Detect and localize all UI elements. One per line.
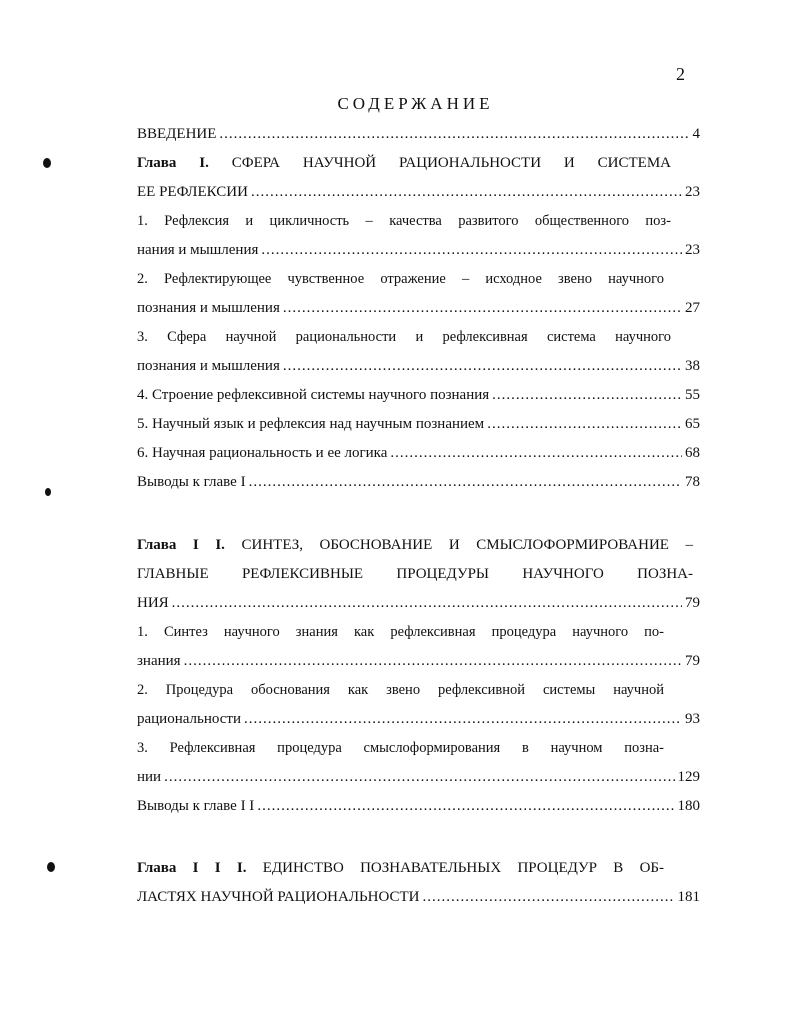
scan-mark (47, 862, 55, 872)
chapter-title: ЕДИНСТВО ПОЗНАВАТЕЛЬНЫХ ПРОЦЕДУР В ОБ- (262, 860, 665, 876)
toc-entry-page: 93 (685, 711, 700, 727)
toc-entry-text: рациональности (137, 711, 241, 727)
toc-entry (137, 181, 700, 203)
toc-entry-page: 79 (685, 653, 700, 669)
toc-entry (137, 621, 664, 643)
toc-entry-page: 23 (685, 184, 700, 200)
toc-chapter-heading (137, 534, 693, 556)
toc-entry-text: 5. Научный язык и рефлексия над научным познанием (137, 416, 485, 432)
dot-leader (257, 795, 674, 817)
toc-entry-text: 2. Процедура обоснования как звено рефлексивной системы научной (137, 682, 664, 698)
scan-mark (45, 488, 51, 496)
toc-entry-page: 79 (685, 595, 700, 611)
chapter-title: СФЕРА НАУЧНОЙ РАЦИОНАЛЬНОСТИ И СИСТЕМА (231, 155, 671, 171)
toc-entry-text: нии (137, 769, 162, 785)
toc-entry-text: познания и мышления (137, 300, 280, 316)
toc-title: СОДЕРЖАНИЕ (337, 94, 494, 113)
toc-entry (137, 737, 664, 759)
dot-leader (261, 239, 682, 261)
chapter-number: Глава I. (137, 155, 209, 171)
toc-entry-page: 38 (685, 358, 700, 374)
toc-entry-text: 2. Рефлектирующее чувственное отражение – исходное звено научного (137, 271, 664, 287)
toc-entry-text: познания и мышления (137, 358, 280, 374)
toc-entry-introduction (137, 123, 700, 145)
chapter-number: Глава I I I. (137, 860, 247, 876)
toc-entry-text: знания (137, 653, 181, 669)
toc-entry (137, 592, 700, 614)
toc-entry-text: 4. Строение рефлексивной системы научного познания (137, 387, 490, 403)
dot-leader (172, 592, 682, 614)
dot-leader (184, 650, 682, 672)
toc-entry (137, 650, 700, 672)
toc-entry (137, 268, 664, 290)
toc-entry-page: 180 (677, 798, 700, 814)
toc-entry-text: ЛАСТЯХ НАУЧНОЙ РАЦИОНАЛЬНОСТИ (137, 889, 420, 905)
toc-entry-text: нания и мышления (137, 242, 259, 258)
toc-entry (137, 886, 700, 908)
dot-leader (244, 708, 682, 730)
dot-leader (283, 355, 682, 377)
toc-entry (137, 442, 700, 464)
toc-chapter-heading (137, 152, 671, 174)
dot-leader (219, 123, 689, 145)
dot-leader (492, 384, 682, 406)
toc-entry-page: 4 (692, 126, 700, 142)
dot-leader (249, 471, 682, 493)
toc-entry (137, 326, 671, 348)
toc-entry (137, 384, 700, 406)
page-number: 2 (676, 64, 685, 84)
toc-entry (137, 563, 693, 585)
toc-entry (137, 413, 700, 435)
toc-entry-text: 3. Рефлексивная процедура смыслоформирования в научном позна- (137, 740, 664, 756)
toc-entry-text: НИЯ (137, 595, 169, 611)
toc-entry (137, 297, 700, 319)
dot-leader (487, 413, 682, 435)
toc-entry-page: 55 (685, 387, 700, 403)
toc-entry-text: Выводы к главе I (137, 474, 246, 490)
toc-entry (137, 795, 700, 817)
toc-entry-text: 6. Научная рациональность и ее логика (137, 445, 388, 461)
toc-entry-page: 65 (685, 416, 700, 432)
toc-entry (137, 355, 700, 377)
toc-entry-page: 68 (685, 445, 700, 461)
toc-entry-text: ВВЕДЕНИЕ (137, 126, 217, 142)
chapter-number: Глава I I. (137, 537, 225, 553)
toc-entry-text: 3. Сфера научной рациональности и рефлексивная система научного (137, 329, 671, 345)
toc-entry-text: ЕЕ РЕФЛЕКСИИ (137, 184, 248, 200)
toc-entry (137, 210, 671, 232)
toc-entry-text (137, 152, 671, 174)
chapter-title: СИНТЕЗ, ОБОСНОВАНИЕ И СМЫСЛОФОРМИРОВАНИЕ – (241, 537, 694, 553)
toc-entry-page: 27 (685, 300, 700, 316)
toc-entry (137, 239, 700, 261)
toc-entry-text: Выводы к главе I I (137, 798, 255, 814)
toc-entry-page: 23 (685, 242, 700, 258)
dot-leader (283, 297, 682, 319)
toc-entry (137, 708, 700, 730)
dot-leader (164, 766, 674, 788)
toc-entry (137, 766, 700, 788)
toc-entry-page: 181 (677, 889, 700, 905)
toc-entry-page: 78 (685, 474, 700, 490)
toc-entry-text: 1. Синтез научного знания как рефлексивная процедура научного по- (137, 624, 664, 640)
toc-entry-page: 129 (677, 769, 700, 785)
toc-entry (137, 679, 664, 701)
toc-entry-text (137, 857, 664, 879)
toc-entry-text: ГЛАВНЫЕ РЕФЛЕКСИВНЫЕ ПРОЦЕДУРЫ НАУЧНОГО ПОЗНА- (137, 566, 693, 582)
dot-leader (390, 442, 682, 464)
toc-entry-text: 1. Рефлексия и цикличность – качества развитого общественного поз- (137, 213, 671, 229)
toc-entry (137, 471, 700, 493)
toc-entry-text (137, 534, 693, 556)
scan-mark (43, 158, 51, 168)
dot-leader (422, 886, 674, 908)
toc-chapter-heading (137, 857, 664, 879)
dot-leader (251, 181, 682, 203)
